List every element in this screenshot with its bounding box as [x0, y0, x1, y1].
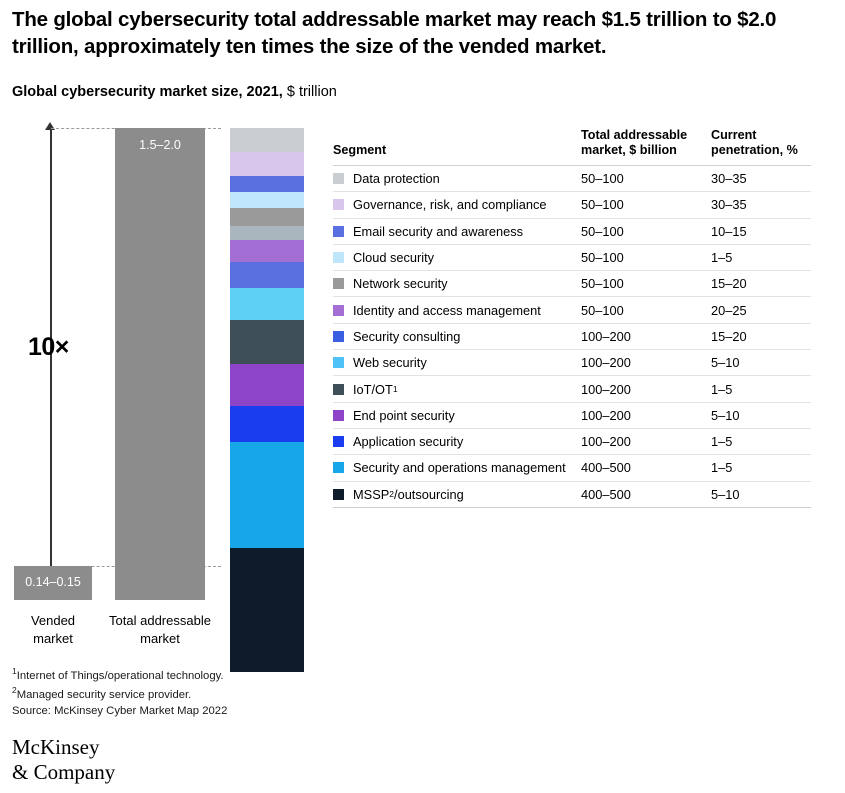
footnotes — [12, 665, 227, 719]
segment-name: Network security — [353, 276, 448, 292]
penetration-cell: 1–5 — [711, 434, 733, 450]
column-header-tam-line2: market, $ billion — [581, 143, 677, 158]
legend-swatch-icon — [333, 199, 344, 210]
legend-swatch-icon — [333, 173, 344, 184]
penetration-cell: 30–35 — [711, 171, 747, 187]
stack-segment-governance-risk-compliance — [230, 152, 304, 176]
segment-name: Identity and access management — [353, 302, 541, 318]
table-row — [333, 376, 811, 402]
table-row — [333, 297, 811, 323]
stack-segment-data-protection — [230, 128, 304, 152]
segment-name: Security and operations management — [353, 460, 566, 476]
table-row — [333, 245, 811, 271]
table-header-row — [333, 126, 811, 166]
tam-cell: 50–100 — [581, 302, 624, 318]
table-row — [333, 219, 811, 245]
footnote-1-marker: 1 — [12, 666, 17, 676]
category-label-tam-line1: Total addressable — [109, 613, 211, 628]
segment-cell — [333, 303, 581, 318]
legend-swatch-icon — [333, 226, 344, 237]
legend-swatch-icon — [333, 436, 344, 447]
stacked-composition-column — [230, 128, 304, 600]
penetration-cell: 5–10 — [711, 486, 740, 502]
column-header-segment: Segment — [333, 143, 387, 158]
category-label-vended-line2: market — [33, 630, 73, 646]
column-header-current-penetration — [711, 128, 811, 159]
table-row — [333, 166, 811, 192]
category-label-tam-line2: market — [140, 630, 180, 646]
logo-line-2: & Company — [12, 759, 116, 784]
stack-segment-cloud-security — [230, 192, 304, 208]
stack-segment-iot-ot — [230, 320, 304, 364]
column-header-total-addressable-market — [581, 128, 711, 159]
legend-swatch-icon — [333, 489, 344, 500]
segment-cell — [333, 250, 581, 265]
footnote-1 — [12, 665, 227, 684]
tam-cell: 100–200 — [581, 407, 631, 423]
segment-table — [333, 126, 811, 508]
stack-segment-application-security — [230, 406, 304, 442]
footnote-2-marker: 2 — [12, 684, 17, 695]
stack-segment-security-operations-management — [230, 442, 304, 548]
penetration-cell: 1–5 — [711, 460, 733, 476]
tam-cell: 100–200 — [581, 381, 631, 397]
stack-segment-identity-access-management — [230, 226, 304, 240]
segment-name: IoT/OT — [353, 381, 393, 397]
tam-cell: 400–500 — [581, 460, 631, 476]
chart-subtitle-unit: $ trillion — [282, 84, 337, 100]
bar-total-addressable-market-label: 1.5–2.0 — [139, 138, 181, 152]
logo-line-1: McKinsey — [12, 735, 100, 759]
segment-cell — [333, 329, 581, 344]
segment-name: Web security — [353, 355, 427, 371]
stack-segment-email-security-awareness — [230, 176, 304, 192]
column-header-pen-line2: penetration, % — [711, 143, 798, 158]
table-row — [333, 455, 811, 481]
segment-name-tail: /outsourcing — [394, 486, 464, 502]
segment-cell — [333, 171, 581, 186]
chart-subtitle-bold: Global cybersecurity market size, 2021, — [12, 84, 283, 100]
stack-segment-mssp-outsourcing — [230, 548, 304, 672]
segment-name: Application security — [353, 434, 464, 450]
segment-name: Security consulting — [353, 328, 461, 344]
segment-cell — [333, 197, 581, 212]
table-row — [333, 324, 811, 350]
penetration-cell: 1–5 — [711, 250, 733, 266]
segment-footnote-marker: 1 — [392, 384, 398, 395]
footnote-1-text: Internet of Things/operational technology. — [16, 669, 224, 682]
axis-vertical-line — [50, 128, 52, 600]
bar-vended-market — [14, 566, 92, 600]
stack-segment-web-security — [230, 262, 304, 288]
table-row — [333, 429, 811, 455]
penetration-cell: 5–10 — [711, 355, 740, 371]
legend-swatch-icon — [333, 331, 344, 342]
penetration-cell: 1–5 — [711, 381, 733, 397]
penetration-cell: 5–10 — [711, 407, 740, 423]
penetration-cell: 15–20 — [711, 276, 747, 292]
column-header-tam-line1: Total addressable — [581, 127, 688, 142]
multiplier-annotation: 10× — [28, 333, 69, 361]
segment-cell — [333, 224, 581, 239]
table-row — [333, 482, 811, 508]
stack-segment-web-security-light — [230, 288, 304, 320]
legend-swatch-icon — [333, 305, 344, 316]
segment-name: Email security and awareness — [353, 223, 523, 239]
bar-vended-market-label: 0.14–0.15 — [25, 575, 81, 589]
segment-name: End point security — [353, 407, 455, 423]
segment-cell — [333, 276, 581, 291]
segment-cell — [333, 355, 581, 370]
legend-swatch-icon — [333, 462, 344, 473]
segment-footnote-marker: 2 — [389, 489, 395, 500]
footnote-2 — [12, 684, 227, 703]
segment-cell — [333, 408, 581, 423]
category-label-vended-market — [5, 612, 101, 647]
table-row — [333, 403, 811, 429]
segment-name: Data protection — [353, 171, 440, 187]
bar-total-addressable-market — [115, 128, 205, 600]
tam-cell: 50–100 — [581, 276, 624, 292]
segment-cell — [333, 487, 581, 502]
segment-name: Governance, risk, and compliance — [353, 197, 547, 213]
tam-cell: 100–200 — [581, 328, 631, 344]
legend-swatch-icon — [333, 410, 344, 421]
legend-swatch-icon — [333, 278, 344, 289]
legend-swatch-icon — [333, 252, 344, 263]
tam-cell: 100–200 — [581, 434, 631, 450]
segment-cell — [333, 382, 581, 397]
category-label-vended-line1: Vended — [30, 613, 76, 628]
table-row — [333, 271, 811, 297]
tam-cell: 50–100 — [581, 197, 624, 213]
stack-segment-network-security — [230, 208, 304, 226]
tam-cell: 50–100 — [581, 171, 624, 187]
table-row — [333, 350, 811, 376]
segment-name: Cloud security — [353, 250, 435, 266]
penetration-cell: 20–25 — [711, 302, 747, 318]
column-header-pen-line1: Current — [711, 127, 757, 142]
source-note: Source: McKinsey Cyber Market Map 2022 — [12, 704, 228, 717]
tam-cell: 50–100 — [581, 223, 624, 239]
footnote-2-text: Managed security service provider. — [16, 688, 192, 701]
page-title: The global cybersecurity total addressable market may reach $1.5 trillion to $2.0 trillion, approximately ten times the size of the vended market. — [12, 8, 777, 59]
segment-name: MSSP — [353, 486, 390, 502]
table-row — [333, 192, 811, 218]
penetration-cell: 15–20 — [711, 328, 747, 344]
tam-cell: 100–200 — [581, 355, 631, 371]
category-label-total-addressable-market — [92, 612, 228, 647]
stack-segment-security-consulting — [230, 240, 304, 262]
penetration-cell: 30–35 — [711, 197, 747, 213]
mckinsey-logo — [12, 735, 115, 785]
stack-segment-end-point-security — [230, 364, 304, 406]
segment-cell — [333, 460, 581, 475]
tam-cell: 400–500 — [581, 486, 631, 502]
tam-cell: 50–100 — [581, 250, 624, 266]
penetration-cell: 10–15 — [711, 223, 747, 239]
segment-cell — [333, 434, 581, 449]
legend-swatch-icon — [333, 357, 344, 368]
legend-swatch-icon — [333, 384, 344, 395]
